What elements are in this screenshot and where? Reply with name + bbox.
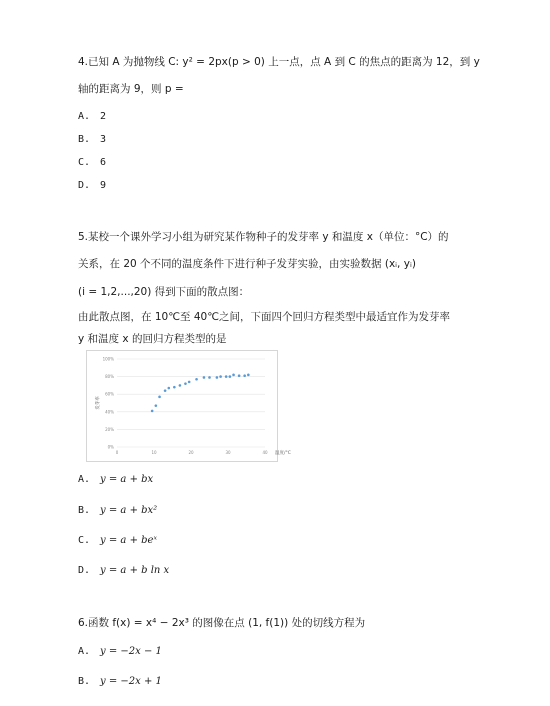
scatter-plot-svg <box>87 351 291 461</box>
y-tick-label: 40% <box>105 409 114 415</box>
option-value: 3 <box>100 134 107 145</box>
q5-option-b[interactable] <box>78 505 157 516</box>
option-value: y = a + beˣ <box>100 535 157 546</box>
option-label: A. <box>78 474 91 485</box>
scatter-point <box>173 386 176 389</box>
scatter-point <box>168 387 171 390</box>
option-value: 2 <box>100 111 107 122</box>
scatter-point <box>184 382 187 385</box>
option-value: 6 <box>100 157 107 168</box>
x-axis-label: 温度/°C <box>275 451 291 456</box>
option-label: A. <box>78 646 91 657</box>
scatter-point <box>243 374 246 377</box>
option-label: A. <box>78 111 91 122</box>
x-tick-label: 20 <box>188 450 194 455</box>
scatter-point <box>219 375 222 378</box>
x-tick-label: 40 <box>262 450 268 455</box>
q4-option-c[interactable] <box>78 157 106 168</box>
option-label: D. <box>78 180 91 191</box>
scatter-point <box>188 381 191 384</box>
q5-stem-line4: 由此散点图，在 10℃至 40℃之间，下面四个回归方程类型中最适宜作为发芽率 <box>78 311 450 323</box>
q5-option-d[interactable] <box>78 565 169 576</box>
scatter-chart <box>86 350 291 462</box>
option-label: D. <box>78 565 91 576</box>
q5-option-c[interactable] <box>78 535 157 546</box>
y-tick-label: 20% <box>105 426 114 432</box>
q5-stem-line1: 5.某校一个课外学习小组为研究某作物种子的发芽率 y 和温度 x（单位：°C）的 <box>78 231 449 243</box>
q5-stem-line3: (i = 1,2,...,20) 得到下面的散点图： <box>78 286 250 298</box>
option-value: y = −2x − 1 <box>100 646 162 657</box>
option-label: B. <box>78 676 91 687</box>
q4-stem-line2: 轴的距离为 9，则 p = <box>78 83 184 95</box>
scatter-point <box>158 396 161 399</box>
option-label: B. <box>78 134 91 145</box>
option-value: y = a + bx² <box>100 505 158 516</box>
y-axis-label: 发芽率 <box>96 396 101 410</box>
q4-stem-line1: 4.已知 A 为抛物线 C: y² = 2px(p > 0) 上一点，点 A 到 C 的焦点的距离为 12，到 y <box>78 56 480 68</box>
scatter-point <box>195 378 198 381</box>
q4-option-a[interactable] <box>78 111 106 122</box>
q6-option-b[interactable] <box>78 676 162 687</box>
scatter-point <box>229 375 232 378</box>
q6-stem: 6.函数 f(x) = x⁴ − 2x³ 的图像在点 (1, f(1)) 处的切线方程为 <box>78 617 366 629</box>
x-tick-label: 30 <box>225 450 231 455</box>
y-tick-label: 100% <box>102 356 114 362</box>
option-label: C. <box>78 157 91 168</box>
y-tick-label: 0% <box>107 444 114 450</box>
scatter-point <box>238 374 241 377</box>
q5-stem-line5: y 和温度 x 的回归方程类型的是 <box>78 333 227 345</box>
scatter-point <box>208 376 211 379</box>
option-label: C. <box>78 535 91 546</box>
x-tick-label: 0 <box>115 450 119 455</box>
option-value: 9 <box>100 180 107 191</box>
scatter-point <box>247 374 250 377</box>
x-tick-label: 10 <box>151 450 157 455</box>
q4-option-d[interactable] <box>78 180 106 191</box>
q5-option-a[interactable] <box>78 474 153 485</box>
q5-stem-line2: 关系，在 20 个不同的温度条件下进行种子发芽实验，由实验数据 (xᵢ, yᵢ) <box>78 258 416 270</box>
y-tick-label: 80% <box>105 374 114 380</box>
scatter-point <box>216 376 219 379</box>
scatter-point <box>225 375 228 378</box>
scatter-point <box>155 404 158 407</box>
scatter-point <box>151 410 154 413</box>
y-tick-label: 60% <box>105 391 114 397</box>
option-value: y = a + bx <box>100 474 154 485</box>
scatter-point <box>232 374 235 377</box>
scatter-point <box>203 376 206 379</box>
q6-option-a[interactable] <box>78 646 162 657</box>
scatter-point <box>179 384 182 387</box>
q4-option-b[interactable] <box>78 134 106 145</box>
option-label: B. <box>78 505 91 516</box>
scatter-point <box>164 389 167 392</box>
option-value: y = a + b ln x <box>100 565 170 576</box>
option-value: y = −2x + 1 <box>100 676 162 687</box>
